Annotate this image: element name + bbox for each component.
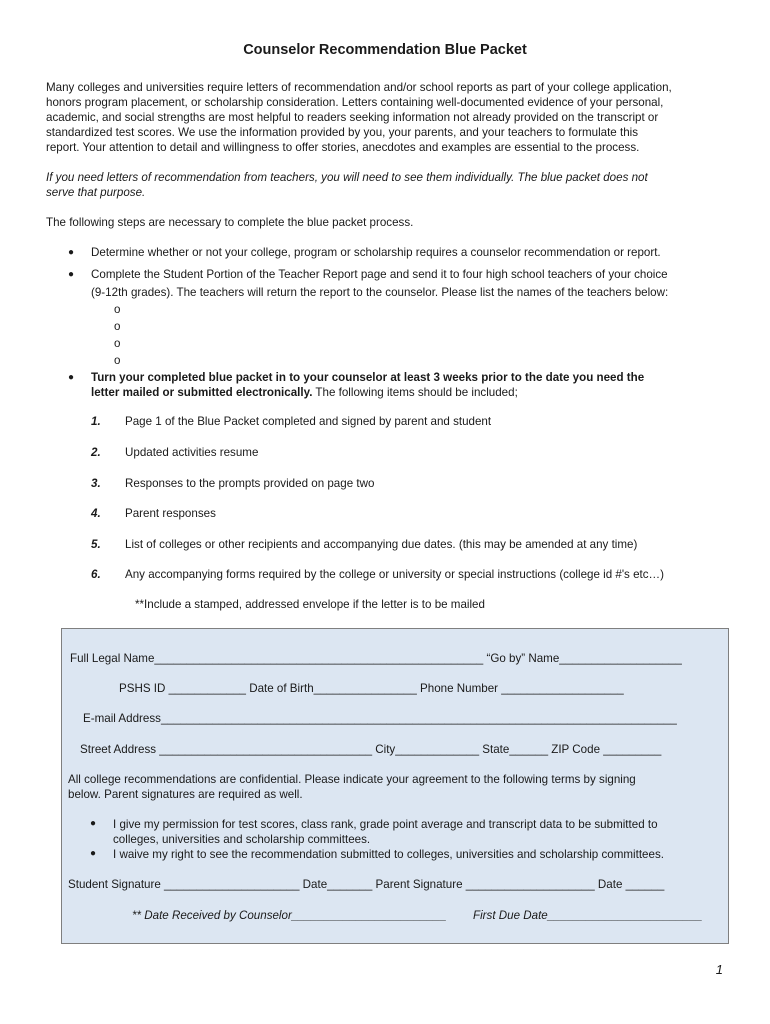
full-name-field[interactable]: Full Legal Name___________________________________________________ “Go by” Name___________________ xyxy=(70,652,682,665)
confidential-text: All college recommendations are confidential. Please indicate your agreement to the following terms by signing xyxy=(68,773,636,786)
intro-line: Many colleges and universities require letters of recommendation and/or school reports as part of your college application, xyxy=(46,81,672,94)
bullet-dot: ● xyxy=(68,247,75,258)
waiver-term: I waive my right to see the recommendation submitted to colleges, universities and scholarship committees. xyxy=(113,848,664,861)
permission-term: I give my permission for test scores, class rank, grade point average and transcript data to be submitted to xyxy=(113,818,658,831)
item-number: 6. xyxy=(91,568,101,581)
email-field[interactable]: E-mail Address________________________________________________________________________________ xyxy=(83,712,677,725)
bullet-text-bold: Turn your completed blue packet in to your counselor at least 3 weeks prior to the date you need the xyxy=(91,371,645,384)
item-number: 2. xyxy=(91,446,101,459)
item-number: 3. xyxy=(91,477,101,490)
bullet-text: Determine whether or not your college, program or scholarship requires a counselor recommendation or report. xyxy=(91,246,661,259)
item-number: 5. xyxy=(91,538,101,551)
teacher-slot[interactable]: o xyxy=(114,320,121,333)
signature-fields[interactable]: Student Signature _____________________ Date_______ Parent Signature ____________________ Date ______ xyxy=(68,878,665,891)
intro-line: academic, and social strengths are most helpful to readers seeking information not already provided on the transcript or xyxy=(46,111,659,124)
page-title: Counselor Recommendation Blue Packet xyxy=(243,42,527,58)
intro-line: report. Your attention to detail and willingness to offer stories, anecdotes and examples are essential to the process. xyxy=(46,141,640,154)
item-text: Parent responses xyxy=(125,507,216,520)
bullet-dot: ● xyxy=(90,848,97,859)
item-number: 4. xyxy=(91,507,101,520)
bullet-dot: ● xyxy=(68,372,75,383)
teacher-slot[interactable]: o xyxy=(114,337,121,350)
bullet-text-regular: The following items should be included; xyxy=(312,386,518,399)
item-text: Responses to the prompts provided on page two xyxy=(125,477,375,490)
envelope-note: **Include a stamped, addressed envelope if the letter is to be mailed xyxy=(135,598,485,611)
first-due-date-field[interactable]: First Due Date________________________ xyxy=(473,909,703,922)
page-number: 1 xyxy=(715,962,723,977)
intro-line: honors program placement, or scholarship consideration. Letters containing well-documented evidence of your personal, xyxy=(46,96,664,109)
item-text: Any accompanying forms required by the college or university or special instructions (college id #'s etc…) xyxy=(125,568,664,581)
item-text: Updated activities resume xyxy=(125,446,259,459)
teacher-slot[interactable]: o xyxy=(114,303,121,316)
steps-intro: The following steps are necessary to complete the blue packet process. xyxy=(46,216,414,229)
student-info-form xyxy=(61,628,729,944)
intro-line: standardized test scores. We use the information provided by you, your parents, and your teachers to formulate this xyxy=(46,126,639,139)
permission-term: colleges, universities and scholarship committees. xyxy=(113,833,371,846)
bullet-dot: ● xyxy=(90,818,97,829)
bullet-text: Complete the Student Portion of the Teacher Report page and send it to four high school teachers of your choice xyxy=(91,268,668,281)
address-fields[interactable]: Street Address _________________________________ City_____________ State______ ZIP Code _________ xyxy=(80,743,662,756)
item-number: 1. xyxy=(91,415,101,428)
teacher-slot[interactable]: o xyxy=(114,354,121,367)
bullet-text-bold: letter mailed or submitted electronically. xyxy=(91,386,313,399)
counselor-received-date-field[interactable]: ** Date Received by Counselor________________________ xyxy=(132,909,447,922)
item-text: List of colleges or other recipients and accompanying due dates. (this may be amended at any time) xyxy=(125,538,638,551)
bullet-dot: ● xyxy=(68,269,75,280)
confidential-text: below. Parent signatures are required as well. xyxy=(68,788,303,801)
teacher-note-line: If you need letters of recommendation from teachers, you will need to see them individually. The blue packet does not xyxy=(46,171,648,184)
bullet-text xyxy=(91,385,731,401)
item-text: Page 1 of the Blue Packet completed and signed by parent and student xyxy=(125,415,492,428)
bullet-text: (9-12th grades). The teachers will return the report to the counselor. Please list the names of the teachers below: xyxy=(91,286,669,299)
teacher-note-line: serve that purpose. xyxy=(46,186,146,199)
id-dob-phone-fields[interactable]: PSHS ID ____________ Date of Birth________________ Phone Number ___________________ xyxy=(119,682,624,695)
